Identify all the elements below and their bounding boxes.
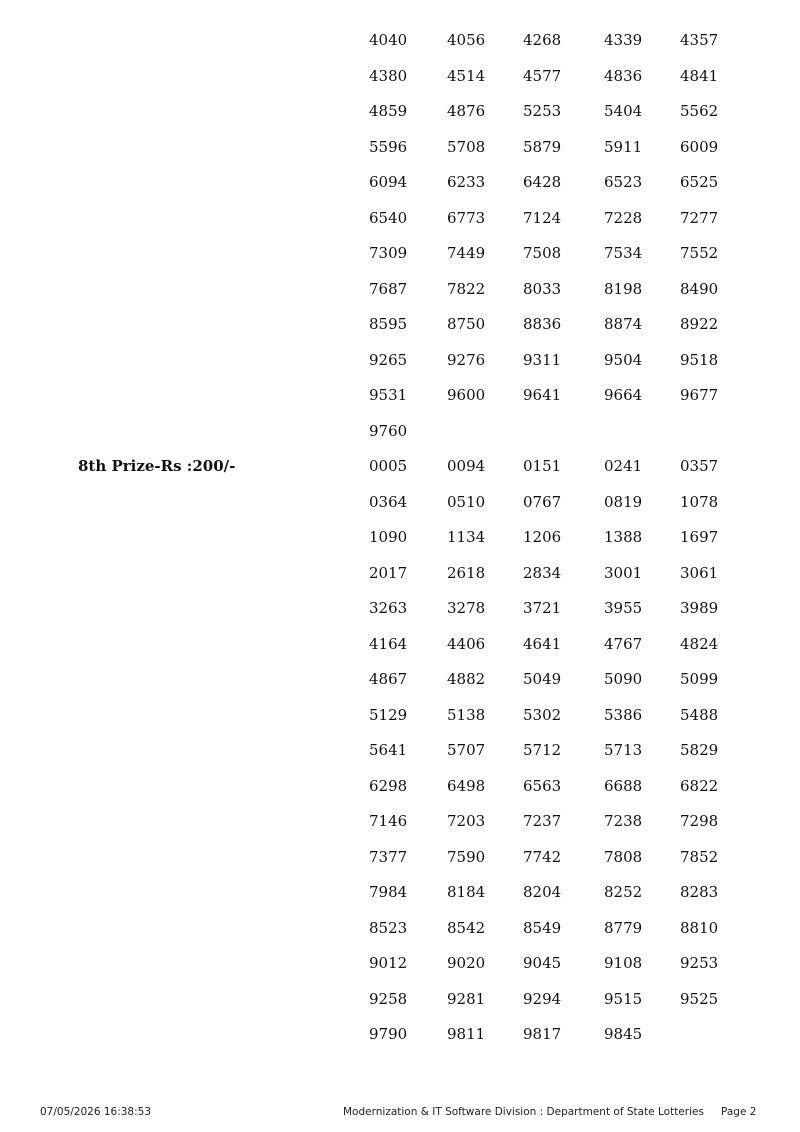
ticket-number: 5302 bbox=[523, 705, 562, 724]
results-row bbox=[0, 804, 800, 840]
ticket-number: 8779 bbox=[604, 918, 643, 937]
results-row bbox=[0, 485, 800, 521]
ticket-number: 8184 bbox=[447, 883, 486, 901]
ticket-number: 9845 bbox=[604, 1025, 643, 1043]
ticket-number: 8750 bbox=[447, 315, 486, 333]
ticket-number: 1206 bbox=[523, 528, 562, 546]
ticket-number: 9311 bbox=[523, 350, 562, 369]
ticket-number: 0364 bbox=[369, 492, 408, 511]
results-row bbox=[0, 165, 800, 201]
footer-datetime: 07/05/2026 16:38:53 bbox=[40, 1106, 152, 1118]
results-row bbox=[0, 769, 800, 805]
ticket-number: 7852 bbox=[680, 847, 719, 866]
ticket-number: 4268 bbox=[523, 31, 562, 49]
ticket-number: 9253 bbox=[680, 954, 719, 972]
ticket-number: 7984 bbox=[369, 883, 408, 901]
ticket-number: 5829 bbox=[680, 741, 719, 759]
ticket-number: 5879 bbox=[523, 137, 562, 156]
ticket-number: 5911 bbox=[604, 137, 643, 156]
ticket-number: 9045 bbox=[523, 954, 562, 972]
ticket-number: 5712 bbox=[523, 741, 562, 759]
ticket-number: 0005 bbox=[369, 457, 408, 475]
results-row bbox=[0, 236, 800, 272]
results-row bbox=[0, 94, 800, 130]
ticket-number: 8198 bbox=[604, 279, 643, 298]
ticket-number: 8542 bbox=[447, 918, 486, 937]
ticket-number: 6233 bbox=[447, 173, 486, 191]
ticket-number: 9760 bbox=[369, 421, 408, 440]
ticket-number: 7508 bbox=[523, 244, 562, 262]
results-row bbox=[0, 662, 800, 698]
ticket-number: 9020 bbox=[447, 954, 486, 972]
ticket-number: 9281 bbox=[447, 989, 486, 1008]
results-row bbox=[0, 272, 800, 308]
ticket-number: 8283 bbox=[680, 883, 719, 901]
ticket-number: 9664 bbox=[604, 386, 643, 404]
results-row bbox=[0, 449, 800, 485]
results-row bbox=[0, 520, 800, 556]
ticket-number: 9515 bbox=[604, 989, 643, 1008]
ticket-number: 2834 bbox=[523, 563, 562, 582]
ticket-number: 8595 bbox=[369, 315, 408, 333]
ticket-number: 6822 bbox=[680, 776, 719, 795]
ticket-number: 4867 bbox=[369, 670, 408, 688]
ticket-number: 4641 bbox=[523, 634, 562, 653]
ticket-number: 3061 bbox=[680, 563, 719, 582]
ticket-number: 4836 bbox=[604, 66, 643, 85]
ticket-number: 4040 bbox=[369, 31, 408, 49]
ticket-number: 7228 bbox=[604, 208, 643, 227]
ticket-number: 4876 bbox=[447, 102, 486, 120]
results-row bbox=[0, 911, 800, 947]
results-row bbox=[0, 1017, 800, 1053]
ticket-number: 9276 bbox=[447, 350, 486, 369]
ticket-number: 7822 bbox=[447, 279, 486, 298]
ticket-number: 7534 bbox=[604, 244, 643, 262]
ticket-number: 8033 bbox=[523, 279, 562, 298]
results-row bbox=[0, 591, 800, 627]
ticket-number: 7590 bbox=[447, 847, 486, 866]
ticket-number: 1388 bbox=[604, 528, 643, 546]
ticket-number: 3001 bbox=[604, 563, 643, 582]
ticket-number: 5708 bbox=[447, 137, 486, 156]
results-row bbox=[0, 733, 800, 769]
results-row bbox=[0, 414, 800, 450]
ticket-number: 5090 bbox=[604, 670, 643, 688]
results-row bbox=[0, 378, 800, 414]
ticket-number: 6525 bbox=[680, 173, 719, 191]
results-row bbox=[0, 698, 800, 734]
ticket-number: 5562 bbox=[680, 102, 719, 120]
ticket-number: 4824 bbox=[680, 634, 719, 653]
ticket-number: 7238 bbox=[604, 812, 643, 830]
results-row bbox=[0, 59, 800, 95]
ticket-number: 9817 bbox=[523, 1025, 562, 1043]
ticket-number: 4406 bbox=[447, 634, 486, 653]
ticket-number: 7742 bbox=[523, 847, 562, 866]
ticket-number: 8836 bbox=[523, 315, 562, 333]
results-row bbox=[0, 556, 800, 592]
ticket-number: 5099 bbox=[680, 670, 719, 688]
ticket-number: 3989 bbox=[680, 599, 719, 617]
ticket-number: 6523 bbox=[604, 173, 643, 191]
ticket-number: 7124 bbox=[523, 208, 562, 227]
results-row bbox=[0, 307, 800, 343]
ticket-number: 1090 bbox=[369, 528, 408, 546]
results-grid bbox=[0, 23, 800, 1053]
ticket-number: 5386 bbox=[604, 705, 643, 724]
ticket-number: 7298 bbox=[680, 812, 719, 830]
ticket-number: 8922 bbox=[680, 315, 719, 333]
ticket-number: 9504 bbox=[604, 350, 643, 369]
ticket-number: 9811 bbox=[447, 1025, 486, 1043]
ticket-number: 0151 bbox=[523, 457, 562, 475]
ticket-number: 4859 bbox=[369, 102, 408, 120]
ticket-number: 1697 bbox=[680, 528, 719, 546]
ticket-number: 7808 bbox=[604, 847, 643, 866]
results-row bbox=[0, 840, 800, 876]
ticket-number: 4882 bbox=[447, 670, 486, 688]
ticket-number: 3278 bbox=[447, 599, 486, 617]
ticket-number: 6428 bbox=[523, 173, 562, 191]
ticket-number: 4339 bbox=[604, 31, 643, 49]
ticket-number: 5404 bbox=[604, 102, 643, 120]
ticket-number: 7309 bbox=[369, 244, 408, 262]
ticket-number: 8874 bbox=[604, 315, 643, 333]
ticket-number: 3721 bbox=[523, 599, 562, 617]
ticket-number: 5253 bbox=[523, 102, 562, 120]
results-row bbox=[0, 130, 800, 166]
ticket-number: 4164 bbox=[369, 634, 408, 653]
ticket-number: 4514 bbox=[447, 66, 486, 85]
ticket-number: 5713 bbox=[604, 741, 643, 759]
ticket-number: 5129 bbox=[369, 705, 408, 724]
ticket-number: 4380 bbox=[369, 66, 408, 85]
ticket-number: 9600 bbox=[447, 386, 486, 404]
ticket-number: 6094 bbox=[369, 173, 408, 191]
ticket-number: 7449 bbox=[447, 244, 486, 262]
ticket-number: 5641 bbox=[369, 741, 408, 759]
ticket-number: 6540 bbox=[369, 208, 408, 227]
ticket-number: 6773 bbox=[447, 208, 486, 227]
results-row bbox=[0, 875, 800, 911]
ticket-number: 8549 bbox=[523, 918, 562, 937]
ticket-number: 7552 bbox=[680, 244, 719, 262]
results-row bbox=[0, 23, 800, 59]
ticket-number: 2618 bbox=[447, 563, 486, 582]
ticket-number: 7277 bbox=[680, 208, 719, 227]
ticket-number: 8523 bbox=[369, 918, 408, 937]
ticket-number: 8252 bbox=[604, 883, 643, 901]
ticket-number: 5138 bbox=[447, 705, 486, 724]
ticket-number: 0357 bbox=[680, 457, 719, 475]
ticket-number: 5707 bbox=[447, 741, 486, 759]
ticket-number: 9790 bbox=[369, 1025, 408, 1043]
ticket-number: 9531 bbox=[369, 386, 408, 404]
ticket-number: 6298 bbox=[369, 776, 408, 795]
ticket-number: 0094 bbox=[447, 457, 486, 475]
ticket-number: 0241 bbox=[604, 457, 643, 475]
ticket-number: 9525 bbox=[680, 989, 719, 1008]
ticket-number: 6563 bbox=[523, 776, 562, 795]
ticket-number: 9012 bbox=[369, 954, 408, 972]
ticket-number: 8810 bbox=[680, 918, 719, 937]
ticket-number: 9518 bbox=[680, 350, 719, 369]
ticket-number: 0819 bbox=[604, 492, 643, 511]
ticket-number: 1078 bbox=[680, 492, 719, 511]
ticket-number: 7203 bbox=[447, 812, 486, 830]
ticket-number: 9294 bbox=[523, 989, 562, 1008]
results-row bbox=[0, 982, 800, 1018]
ticket-number: 6498 bbox=[447, 776, 486, 795]
ticket-number: 8490 bbox=[680, 279, 719, 298]
ticket-number: 5596 bbox=[369, 137, 408, 156]
prize-label: 8th Prize-Rs :200/- bbox=[78, 457, 236, 475]
ticket-number: 6009 bbox=[680, 137, 719, 156]
ticket-number: 7146 bbox=[369, 812, 408, 830]
ticket-number: 9641 bbox=[523, 386, 562, 404]
ticket-number: 4056 bbox=[447, 31, 486, 49]
ticket-number: 2017 bbox=[369, 563, 408, 582]
ticket-number: 4841 bbox=[680, 66, 719, 85]
footer-page-number: Page 2 bbox=[721, 1106, 757, 1118]
ticket-number: 0767 bbox=[523, 492, 562, 511]
ticket-number: 5488 bbox=[680, 705, 719, 724]
ticket-number: 0510 bbox=[447, 492, 486, 511]
results-row bbox=[0, 343, 800, 379]
footer-organization: Modernization & IT Software Division : Department of State Lotteries bbox=[343, 1106, 704, 1118]
results-row bbox=[0, 201, 800, 237]
ticket-number: 3955 bbox=[604, 599, 643, 617]
ticket-number: 4357 bbox=[680, 31, 719, 49]
ticket-number: 5049 bbox=[523, 670, 562, 688]
results-row bbox=[0, 946, 800, 982]
ticket-number: 7687 bbox=[369, 279, 408, 298]
ticket-number: 9108 bbox=[604, 954, 643, 972]
ticket-number: 9265 bbox=[369, 350, 408, 369]
ticket-number: 8204 bbox=[523, 883, 562, 901]
ticket-number: 9258 bbox=[369, 989, 408, 1008]
ticket-number: 6688 bbox=[604, 776, 643, 795]
ticket-number: 9677 bbox=[680, 386, 719, 404]
ticket-number: 1134 bbox=[447, 528, 486, 546]
results-row bbox=[0, 627, 800, 663]
ticket-number: 7237 bbox=[523, 812, 562, 830]
ticket-number: 4767 bbox=[604, 634, 643, 653]
ticket-number: 4577 bbox=[523, 66, 562, 85]
ticket-number: 3263 bbox=[369, 599, 408, 617]
ticket-number: 7377 bbox=[369, 847, 408, 866]
